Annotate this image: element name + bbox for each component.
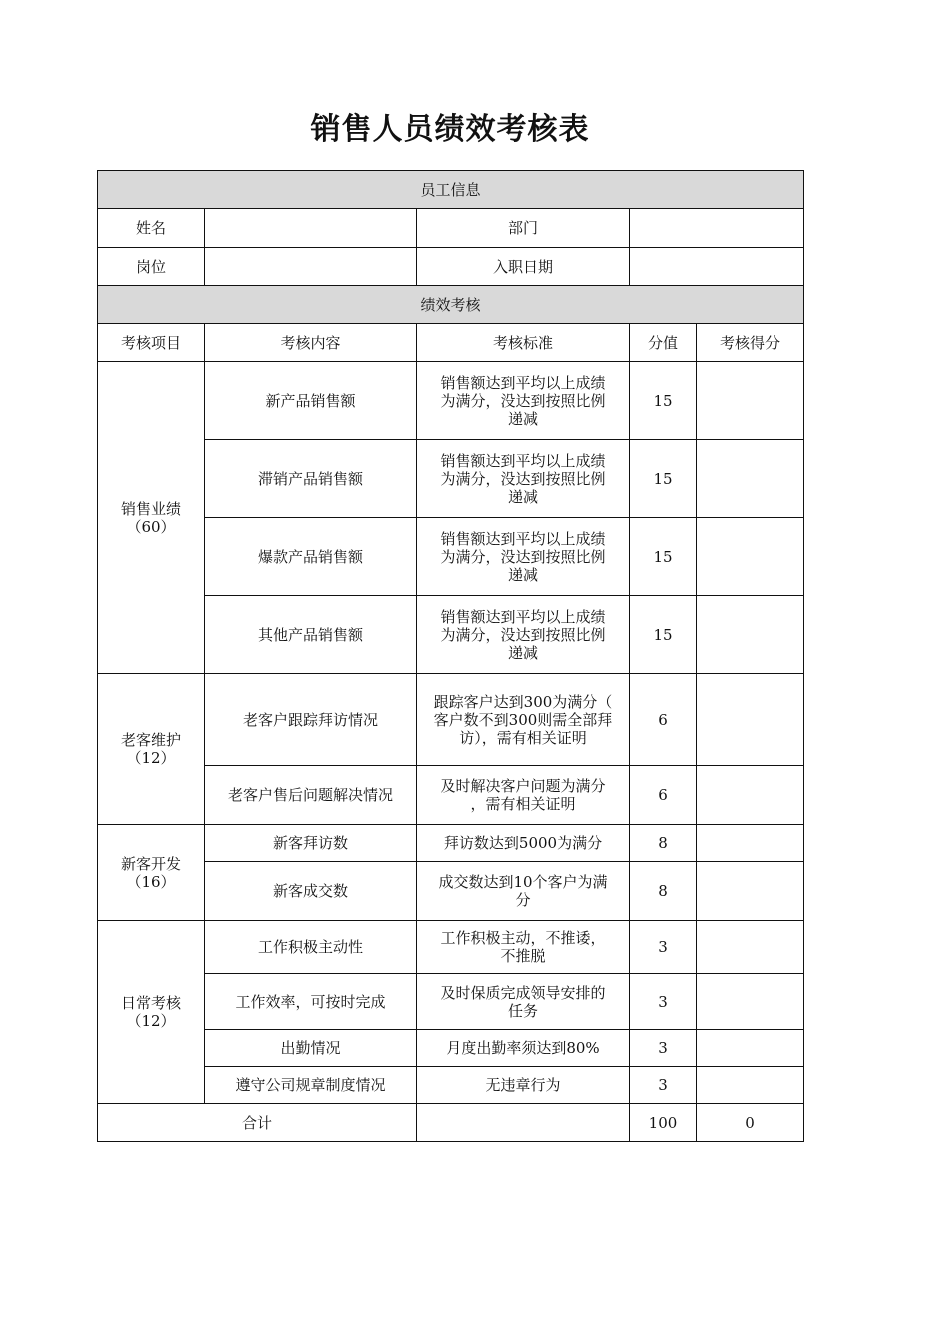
label-name: 姓名 [98, 209, 205, 248]
text-line: 销售额达到平均以上成绩 [440, 529, 606, 548]
standard-cell [417, 974, 630, 1030]
text-line: ，需有相关证明 [470, 795, 576, 813]
text-line: 成交数达到10个客户为满 [438, 873, 608, 891]
result-cell[interactable] [697, 1030, 804, 1067]
score-cell: 3 [630, 1067, 697, 1104]
result-cell[interactable] [697, 362, 804, 440]
table-row [98, 362, 804, 440]
standard-cell [417, 1030, 630, 1067]
page-title: 销售人员绩效考核表 [310, 112, 590, 147]
content-cell: 新客拜访数 [205, 825, 417, 862]
info-row-1 [98, 209, 804, 248]
content-cell: 爆款产品销售额 [205, 518, 417, 596]
content-cell: 遵守公司规章制度情况 [205, 1067, 417, 1104]
table-row [98, 674, 804, 766]
value-department[interactable] [630, 209, 804, 248]
text-line: 递减 [507, 487, 538, 506]
text-line: 客户数不到300则需全部拜 [433, 710, 613, 729]
total-row [98, 1104, 804, 1142]
text-line: 为满分，没达到按照比例 [440, 547, 606, 566]
text-line: 及时解决客户问题为满分 [440, 777, 606, 795]
text-line: 老客维护 [120, 731, 181, 749]
content-cell: 老客户跟踪拜访情况 [205, 674, 417, 766]
text-line: 分 [515, 891, 531, 909]
section-performance: 绩效考核 [98, 286, 804, 324]
score-cell: 8 [630, 825, 697, 862]
result-cell[interactable] [697, 518, 804, 596]
standard-cell [417, 1067, 630, 1104]
score-cell: 8 [630, 862, 697, 921]
content-cell: 出勤情况 [205, 1030, 417, 1067]
text-line: （12） [126, 749, 176, 767]
category-cell [98, 674, 205, 825]
content-cell: 工作效率，可按时完成 [205, 974, 417, 1030]
text-line: 不推脱 [500, 947, 546, 965]
score-cell: 6 [630, 674, 697, 766]
header-cell: 分值 [630, 324, 697, 362]
info-row-2 [98, 248, 804, 286]
result-cell[interactable] [697, 766, 804, 825]
text-line: 递减 [507, 565, 538, 584]
text-line: 拜访数达到5000为满分 [443, 834, 603, 852]
text-line: （12） [126, 1012, 176, 1030]
label-position: 岗位 [98, 248, 205, 286]
total-score: 100 [630, 1104, 697, 1142]
table-row [98, 921, 804, 974]
table-row [98, 825, 804, 862]
standard-cell [417, 674, 630, 766]
text-line: 递减 [507, 643, 538, 662]
score-cell: 15 [630, 596, 697, 674]
total-standard [417, 1104, 630, 1142]
result-cell[interactable] [697, 674, 804, 766]
text-line: 日常考核 [120, 994, 181, 1012]
score-cell: 6 [630, 766, 697, 825]
value-position[interactable] [205, 248, 417, 286]
result-cell[interactable] [697, 862, 804, 921]
standard-cell [417, 862, 630, 921]
performance-table [97, 170, 804, 1142]
result-cell[interactable] [697, 921, 804, 974]
category-cell [98, 921, 205, 1104]
content-cell: 老客户售后问题解决情况 [205, 766, 417, 825]
standard-cell [417, 825, 630, 862]
total-label: 合计 [98, 1104, 417, 1142]
section-employee-info: 员工信息 [98, 171, 804, 209]
content-cell: 其他产品销售额 [205, 596, 417, 674]
header-cell: 考核得分 [697, 324, 804, 362]
standard-cell [417, 766, 630, 825]
text-line: 销售额达到平均以上成绩 [440, 607, 606, 626]
text-line: 跟踪客户达到300为满分（ [433, 692, 613, 711]
score-cell: 15 [630, 440, 697, 518]
header-cell: 考核标准 [417, 324, 630, 362]
text-line: 任务 [507, 1001, 538, 1020]
value-hire-date[interactable] [630, 248, 804, 286]
table-body [98, 171, 804, 1142]
content-cell: 新客成交数 [205, 862, 417, 921]
content-cell: 滞销产品销售额 [205, 440, 417, 518]
standard-cell [417, 518, 630, 596]
text-line: 月度出勤率须达到80% [446, 1039, 600, 1057]
standard-cell [417, 921, 630, 974]
result-cell[interactable] [697, 596, 804, 674]
text-line: 新客开发 [120, 854, 181, 873]
result-cell[interactable] [697, 440, 804, 518]
section-row-performance [98, 286, 804, 324]
label-hire-date: 入职日期 [417, 248, 630, 286]
standard-cell [417, 596, 630, 674]
text-line: 为满分，没达到按照比例 [440, 469, 606, 488]
category-cell [98, 825, 205, 921]
text-line: 销售额达到平均以上成绩 [440, 451, 606, 470]
result-cell[interactable] [697, 1067, 804, 1104]
text-line: （16） [126, 872, 176, 891]
text-line: 无违章行为 [485, 1076, 561, 1094]
text-line: 销售额达到平均以上成绩 [440, 373, 606, 392]
score-cell: 3 [630, 921, 697, 974]
text-line: 为满分，没达到按照比例 [440, 391, 606, 410]
value-name[interactable] [205, 209, 417, 248]
header-cell: 考核项目 [98, 324, 205, 362]
header-cell: 考核内容 [205, 324, 417, 362]
section-row-employee-info [98, 171, 804, 209]
score-cell: 3 [630, 1030, 697, 1067]
score-cell: 15 [630, 362, 697, 440]
result-cell[interactable] [697, 974, 804, 1030]
text-line: （60） [126, 517, 176, 536]
text-line: 递减 [507, 409, 538, 428]
text-line: 销售业绩 [120, 499, 181, 518]
text-line: 工作积极主动，不推诿， [440, 929, 606, 947]
content-cell: 新产品销售额 [205, 362, 417, 440]
result-cell[interactable] [697, 825, 804, 862]
label-department: 部门 [417, 209, 630, 248]
standard-cell [417, 440, 630, 518]
header-row [98, 324, 804, 362]
content-cell: 工作积极主动性 [205, 921, 417, 974]
score-cell: 15 [630, 518, 697, 596]
category-cell [98, 362, 205, 674]
text-line: 访），需有相关证明 [459, 728, 587, 747]
text-line: 为满分，没达到按照比例 [440, 625, 606, 644]
total-result: 0 [697, 1104, 804, 1142]
standard-cell [417, 362, 630, 440]
score-cell: 3 [630, 974, 697, 1030]
text-line: 及时保质完成领导安排的 [440, 983, 606, 1002]
